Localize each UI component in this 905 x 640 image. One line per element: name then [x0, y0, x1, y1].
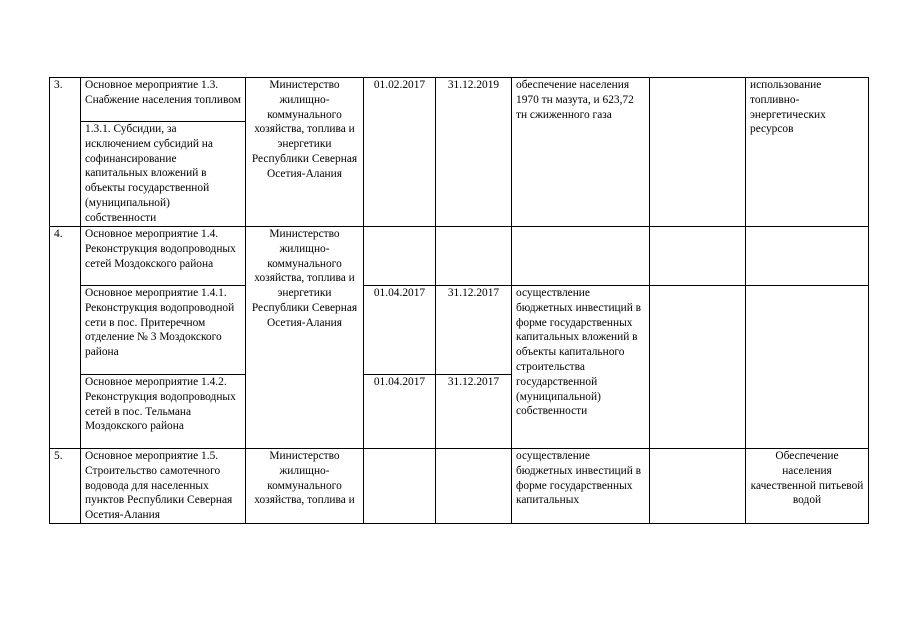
- row-number: 3.: [50, 78, 81, 227]
- submeasure-title: Основное мероприятие 1.4.2. Реконструкция водопроводных сетей в пос. Тельмана Моздокского района: [81, 375, 246, 449]
- table-row-5: [50, 449, 869, 524]
- submeasure-title: Основное мероприятие 1.4.1. Реконструкция водопроводной сети в пос. Притеречном отделение № 3 Моздокского района: [81, 286, 246, 375]
- start-date-empty: [364, 227, 436, 286]
- start-date: 01.02.2017: [364, 78, 436, 227]
- expected-result: обеспечение населения 1970 тн мазута, и 623,72 тн сжиженного газа: [512, 78, 650, 227]
- extra-cell: [650, 286, 746, 449]
- start-date: 01.04.2017: [364, 286, 436, 375]
- end-date: 31.12.2017: [436, 286, 512, 375]
- submeasure-title: 1.3.1. Субсидии, за исключением субсидий на софинансирование капитальных вложений в объекты государственной (муниципальной) собственности: [81, 122, 246, 227]
- executor-cell: Министерство жилищно-коммунального хозяйства, топлива и энергетики Республики Северная Осетия-Алания: [246, 78, 364, 227]
- measure-title: Основное мероприятие 1.3. Снабжение населения топливом: [81, 78, 246, 122]
- end-date: 31.12.2017: [436, 375, 512, 449]
- start-date: 01.04.2017: [364, 375, 436, 449]
- table-row-4-1: [50, 286, 869, 375]
- measure-title: Основное мероприятие 1.5. Строительство самотечного водовода для населенных пунктов Республики Северная Осетия-Алания: [81, 449, 246, 524]
- indicator-cell: [746, 286, 869, 449]
- indicator-empty: [746, 227, 869, 286]
- table-row-4: [50, 227, 869, 286]
- executor-cell: Министерство жилищно-коммунального хозяйства, топлива и: [246, 449, 364, 524]
- extra-cell: [650, 227, 746, 286]
- end-date-empty: [436, 449, 512, 524]
- extra-cell: [650, 449, 746, 524]
- row-number: 5.: [50, 449, 81, 524]
- measure-title: Основное мероприятие 1.4. Реконструкция водопроводных сетей Моздокского района: [81, 227, 246, 286]
- executor-cell: Министерство жилищно-коммунального хозяйства, топлива и энергетики Республики Северная Осетия-Алания: [246, 227, 364, 449]
- indicator-cell: использование топливно-энергетических ресурсов: [746, 78, 869, 227]
- end-date: 31.12.2019: [436, 78, 512, 227]
- start-date-empty: [364, 449, 436, 524]
- row-number: 4.: [50, 227, 81, 449]
- indicator-cell: Обеспечение населения качественной питьевой водой: [746, 449, 869, 524]
- expected-result: осуществление бюджетных инвестиций в форме государственных капитальных: [512, 449, 650, 524]
- result-empty: [512, 227, 650, 286]
- end-date-empty: [436, 227, 512, 286]
- table-row-3: [50, 78, 869, 122]
- expected-result: осуществление бюджетных инвестиций в форме государственных капитальных вложений в объекты капитального строительства государственной (муниципальной) собственности: [512, 286, 650, 449]
- extra-cell: [650, 78, 746, 227]
- measures-table: [49, 77, 869, 524]
